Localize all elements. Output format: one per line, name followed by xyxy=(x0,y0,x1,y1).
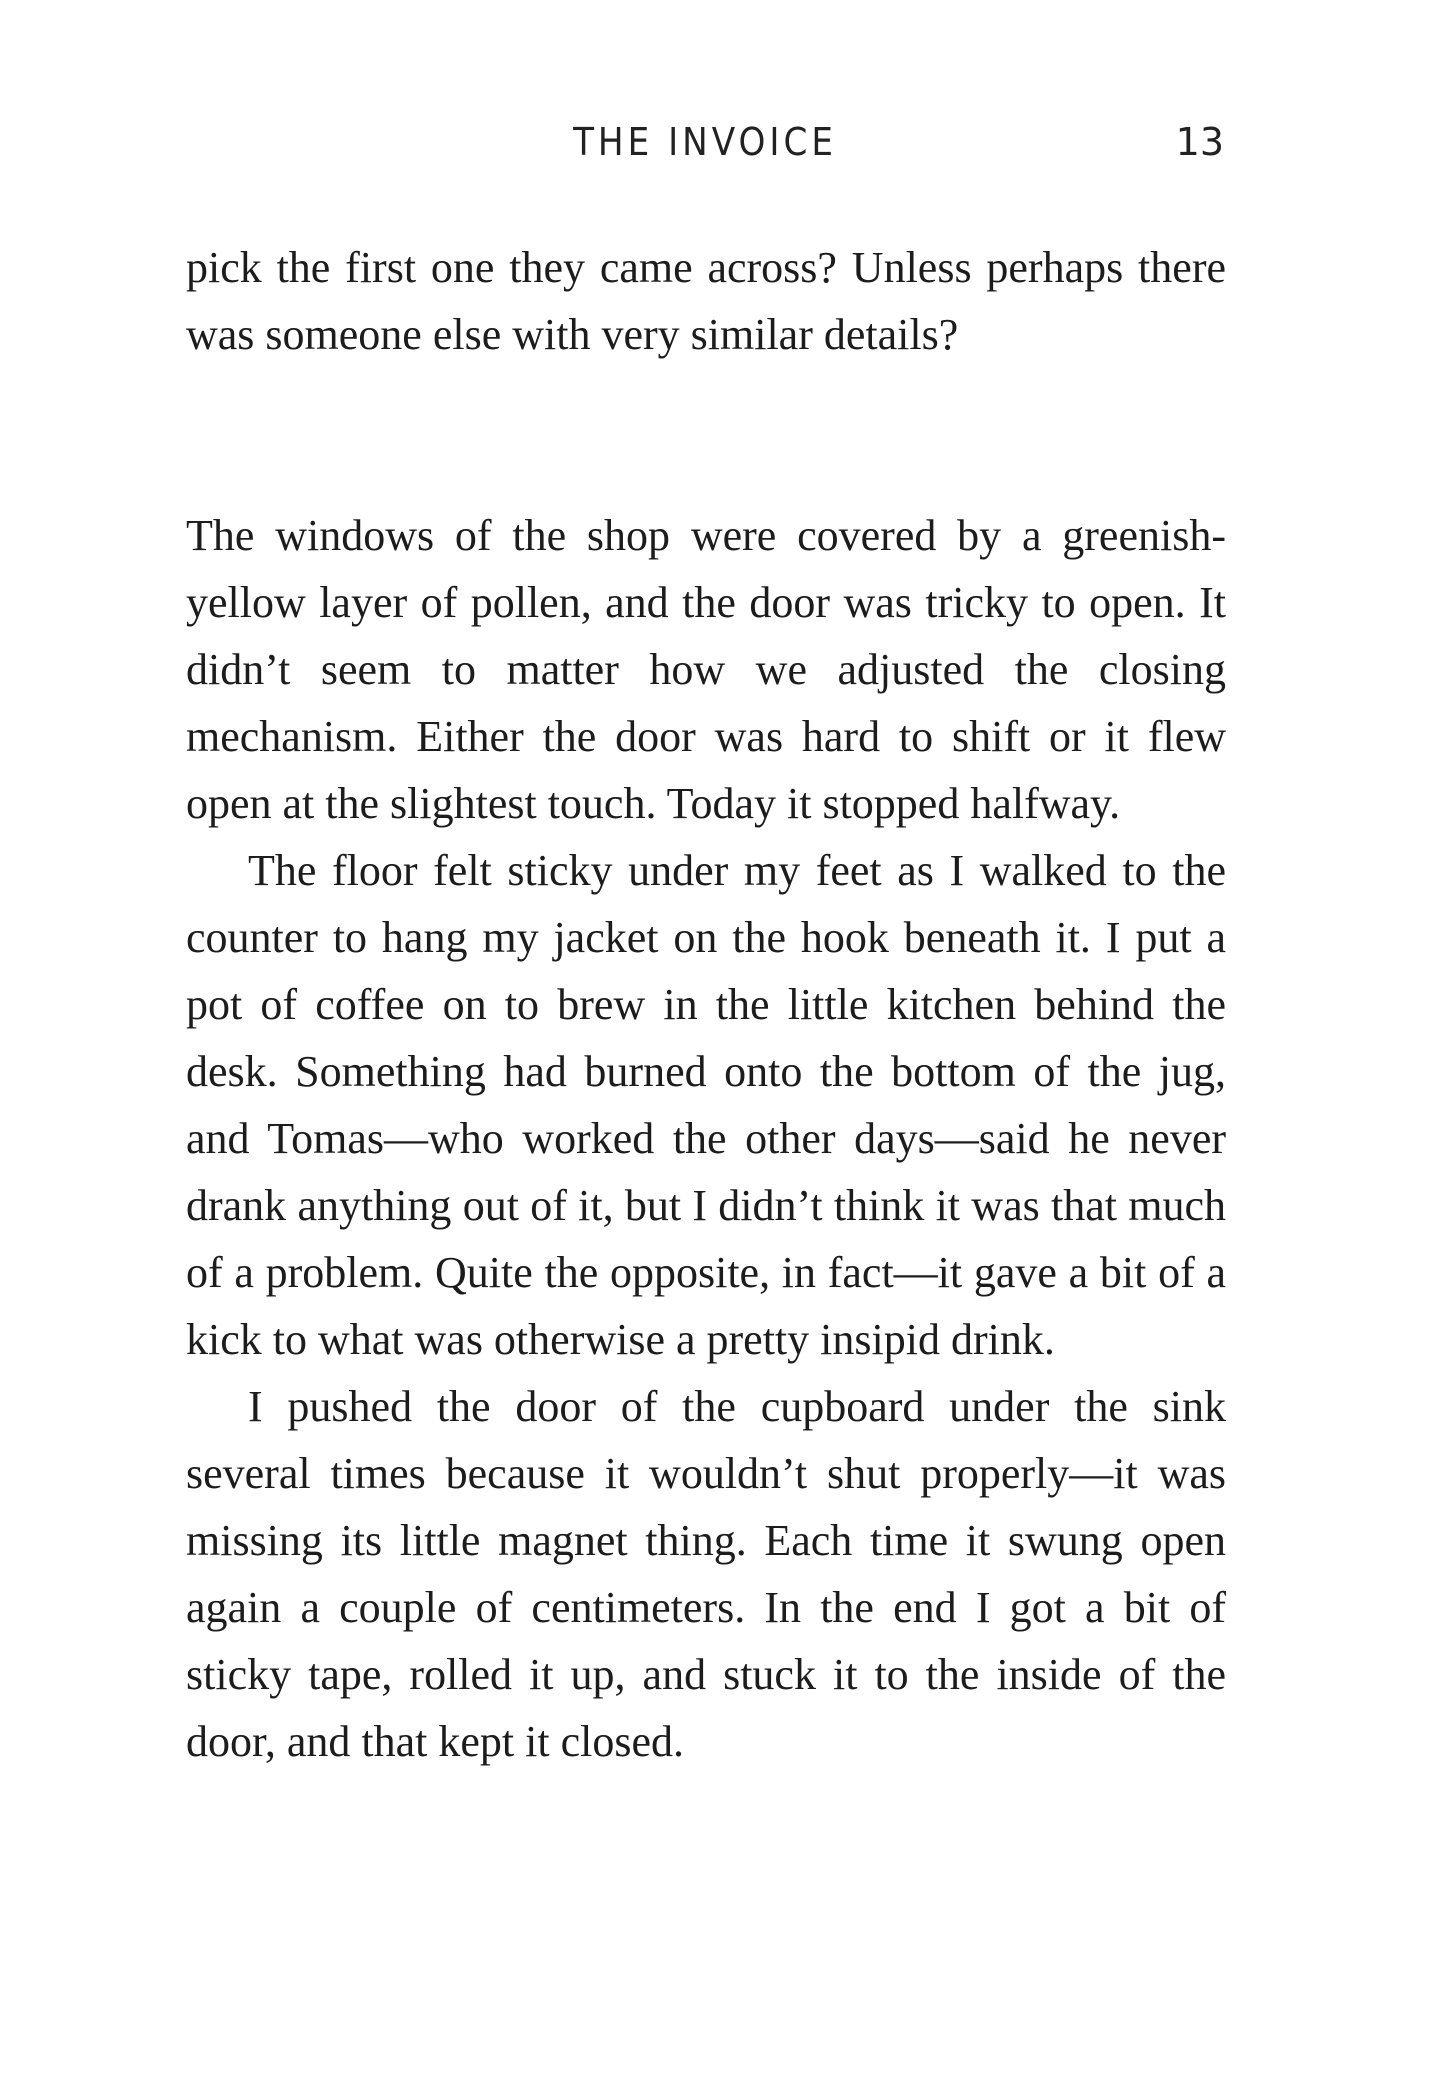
paragraph-cupboard: I pushed the door of the cupboard under the sink several times because it wouldn’t shut properly—it was missing its little magnet thing. Each time it swung open again a couple of centimeters. In the end I got a bit of sticky tape, rolled it up, and stuck it to the inside of the door, and that kept it closed. xyxy=(186,1382,1226,1766)
page-number: 13 xyxy=(1175,120,1224,164)
text-section-1 xyxy=(186,234,1226,368)
running-head xyxy=(186,112,1224,172)
running-title: THE INVOICE xyxy=(573,120,837,164)
paragraph-coffee: The floor felt sticky under my feet as I walked to the counter to hang my jacket on the hook beneath it. I put a pot of coffee on to brew in the little kitchen behind the desk. Something had burned onto the bottom of the jug, and Tomas—who worked the other days—said he never drank anything out of it, but I didn’t think it was that much of a problem. Quite the opposite, in fact—it gave a bit of a kick to what was otherwise a pretty insipid drink. xyxy=(186,846,1226,1364)
paragraph-shop-windows: The windows of the shop were covered by a greenish-yellow layer of pollen, and the door was tricky to open. It didn’t seem to matter how we adjusted the closing mechanism. Either the door was hard to shift or it flew open at the slightest touch. Today it stopped halfway. xyxy=(186,511,1226,828)
text-section-2 xyxy=(186,502,1226,1775)
paragraph-continuation: pick the first one they came across? Unless perhaps there was someone else with very similar details? xyxy=(186,243,1226,359)
